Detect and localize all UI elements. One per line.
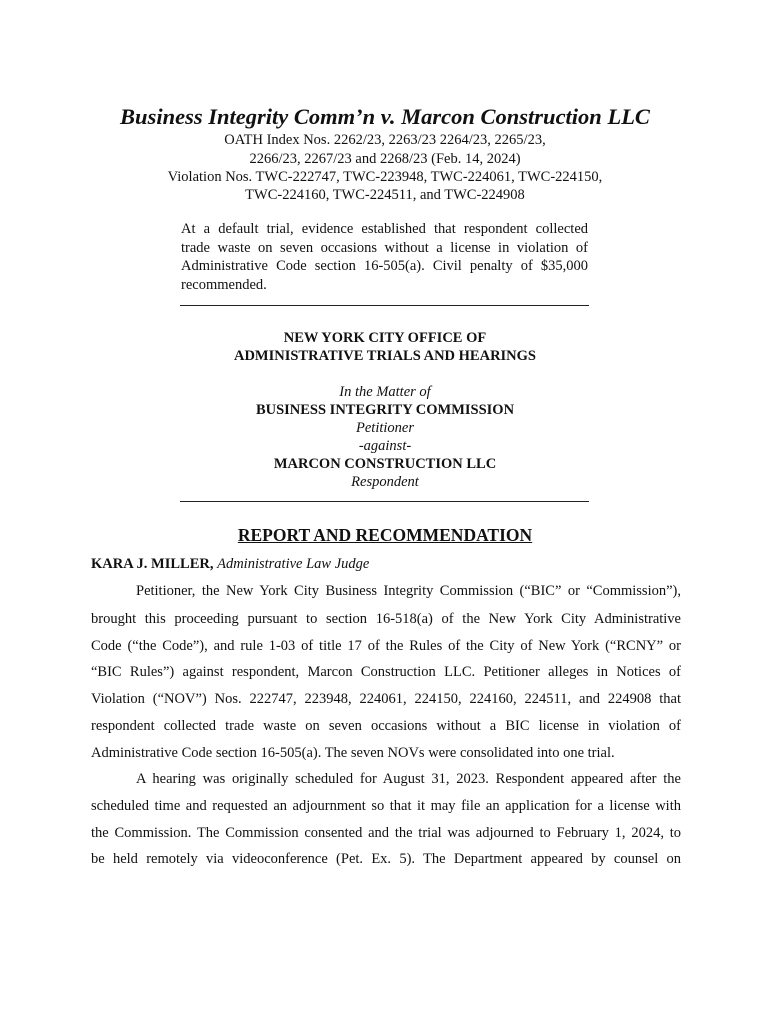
against-label: -against- xyxy=(358,438,412,454)
divider xyxy=(180,305,589,306)
respondent-name: MARCON CONSTRUCTION LLC xyxy=(273,456,497,472)
summary-line: Administrative Code section 16-505(a). Civil penalty of $35,000 xyxy=(181,258,588,274)
body-text-line: Code (“the Code”), and rule 1-03 of title 17 of the Rules of the City of New York (“RCNY” or xyxy=(91,638,681,654)
case-summary xyxy=(181,220,588,294)
judge-title: Administrative Law Judge xyxy=(217,556,370,572)
summary-line: At a default trial, evidence established that respondent collected xyxy=(181,221,588,237)
body-text-line: A hearing was originally scheduled for August 31, 2023. Respondent appeared after the xyxy=(136,771,681,787)
judge-name: KARA J. MILLER, xyxy=(91,556,214,572)
body-text-line: respondent collected trade waste on seven occasions without a BIC license in violation of xyxy=(91,718,681,734)
index-numbers-line-2: 2266/23, 2267/23 and 2268/23 (Feb. 14, 2024) xyxy=(249,151,521,167)
matter-intro: In the Matter of xyxy=(339,384,431,400)
summary-line: recommended. xyxy=(181,276,267,293)
body-text-line: be held remotely via videoconference (Pet. Ex. 5). The Department appeared by counsel on xyxy=(91,851,681,867)
body-text-line: the Commission. The Commission consented and the trial was adjourned to February 1, 2024, to xyxy=(91,825,681,841)
petitioner-role: Petitioner xyxy=(356,420,414,436)
body-text-line: scheduled time and requested an adjournment so that it may file an application for a license with xyxy=(91,798,681,814)
body-text-line: Administrative Code section 16-505(a). The seven NOVs were consolidated into one trial. xyxy=(91,745,615,761)
respondent-role: Respondent xyxy=(351,474,419,490)
report-heading-text: REPORT AND RECOMMENDATION xyxy=(237,525,533,545)
case-caption-title: Business Integrity Comm’n v. Marcon Construction LLC xyxy=(120,104,650,129)
divider xyxy=(180,501,589,502)
body-text-line: brought this proceeding pursuant to section 16-518(a) of the New York City Administrative xyxy=(91,611,681,627)
judge-line xyxy=(91,556,369,573)
body-text-line: Violation (“NOV”) Nos. 222747, 223948, 224061, 224150, 224160, 224511, and 224908 that xyxy=(91,691,681,707)
violation-numbers-line-2: TWC-224160, TWC-224511, and TWC-224908 xyxy=(245,187,525,203)
body-text-line: “BIC Rules”) against respondent, Marcon Construction LLC. Petitioner alleges in Notices of xyxy=(91,664,681,680)
petitioner-name: BUSINESS INTEGRITY COMMISSION xyxy=(255,402,515,418)
summary-line: trade waste on seven occasions without a license in violation of xyxy=(181,239,588,256)
violation-numbers-line-1: Violation Nos. TWC-222747, TWC-223948, TWC-224061, TWC-224150, xyxy=(167,169,603,185)
office-name-line-2: ADMINISTRATIVE TRIALS AND HEARINGS xyxy=(233,348,536,364)
report-heading xyxy=(0,525,770,546)
index-numbers-line-1: OATH Index Nos. 2262/23, 2263/23 2264/23, 2265/23, xyxy=(224,132,546,148)
office-name-line-1: NEW YORK CITY OFFICE OF xyxy=(283,330,487,346)
body-text-line: Petitioner, the New York City Business Integrity Commission (“BIC” or “Commission”), xyxy=(136,583,681,599)
